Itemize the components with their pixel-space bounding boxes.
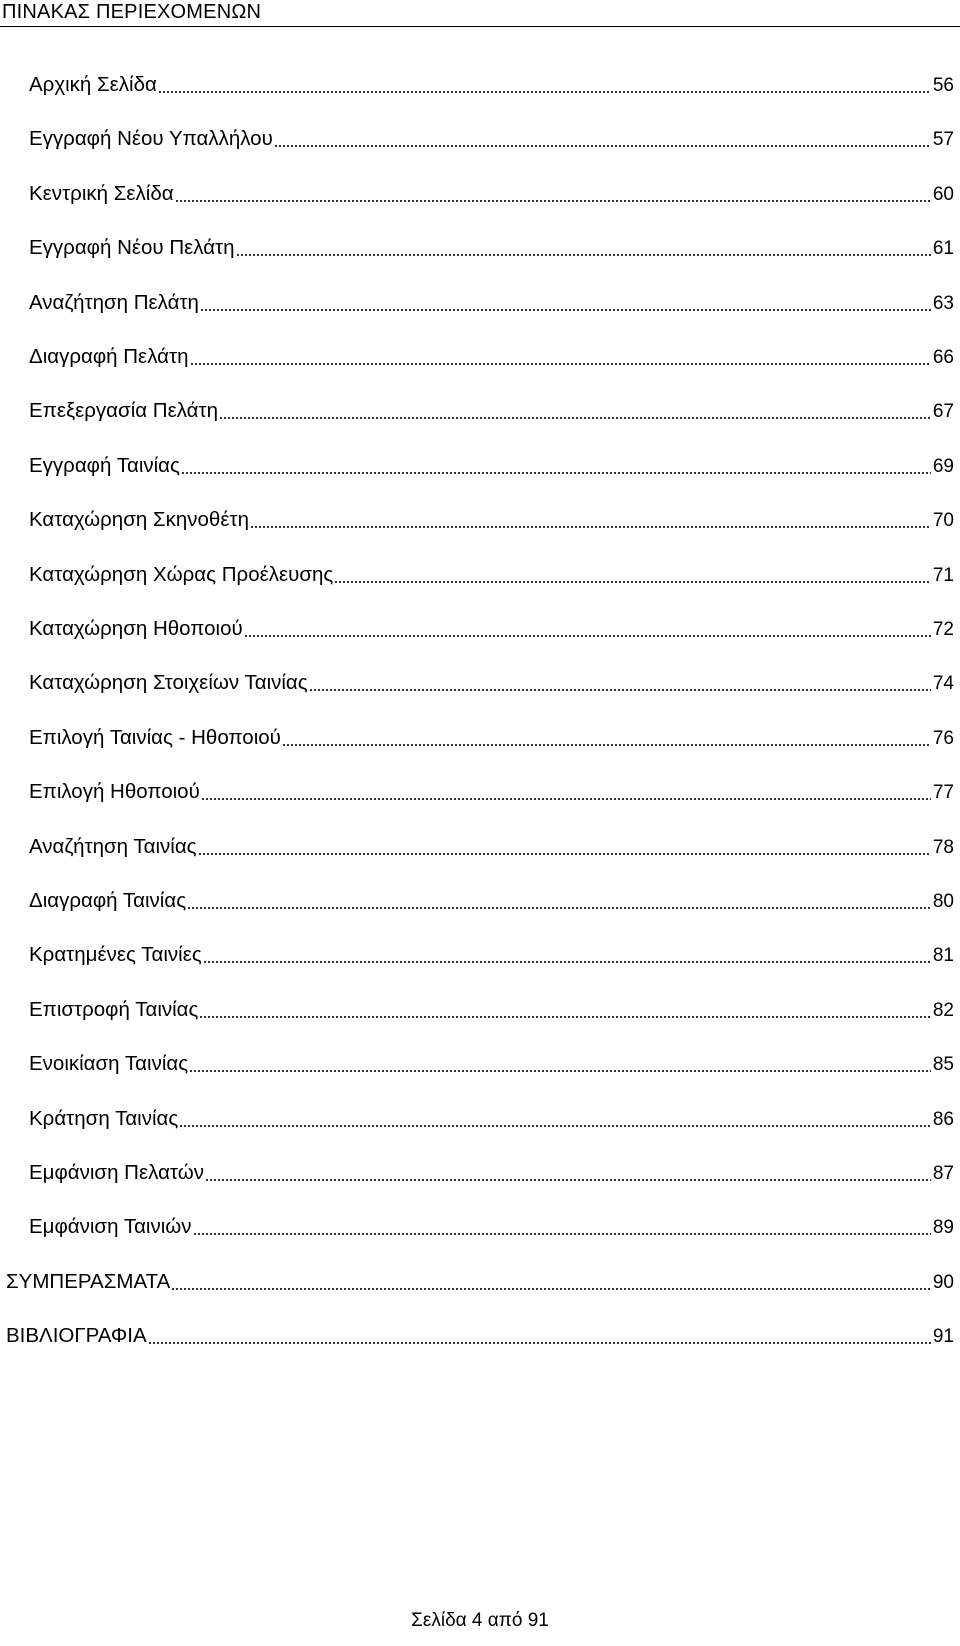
toc-dot-leader (282, 744, 931, 746)
toc-dot-leader (244, 635, 931, 637)
toc-entry[interactable] (29, 886, 954, 916)
toc-entry-page-number: 81 (932, 945, 954, 967)
toc-entry-page-number: 91 (932, 1326, 954, 1348)
toc-entry-page-number: 77 (932, 782, 954, 804)
toc-entry[interactable] (29, 668, 954, 698)
toc-dot-leader (334, 581, 931, 583)
toc-entry[interactable] (29, 179, 954, 209)
page-header (0, 0, 960, 27)
toc-entry[interactable] (29, 342, 954, 372)
toc-entry-label: Καταχώρηση Χώρας Προέλευσης (29, 562, 334, 586)
toc-entry[interactable] (29, 70, 954, 100)
toc-dot-leader (236, 254, 931, 256)
toc-entry-label: Καταχώρηση Ηθοποιού (29, 617, 243, 640)
toc-entry[interactable] (29, 1158, 954, 1188)
toc-entry-label: Επεξεργασία Πελάτη (29, 399, 219, 423)
toc-dot-leader (219, 417, 931, 419)
toc-entry-label: Εμφάνιση Πελατών (29, 1161, 204, 1184)
toc-entry[interactable] (29, 396, 954, 426)
toc-entry-label: Αναζήτηση Πελάτη (29, 290, 199, 314)
toc-dot-leader (190, 363, 931, 365)
toc-entry-label: Εμφάνιση Ταινιών (29, 1215, 192, 1239)
toc-entry-page-number: 90 (932, 1271, 954, 1293)
toc-entry[interactable] (29, 1104, 954, 1134)
toc-dot-leader (148, 1342, 931, 1344)
toc-entry-page-number: 69 (932, 455, 954, 477)
toc-dot-leader (171, 1288, 931, 1290)
toc-entry[interactable] (6, 1321, 954, 1351)
toc-entry-page-number: 66 (932, 347, 954, 368)
toc-entry[interactable] (29, 995, 954, 1025)
header-title: ΠΙΝΑΚΑΣ ΠΕΡΙΕΧΟΜΕΝΩΝ (2, 1, 262, 23)
toc-entry-label: Διαγραφή Πελάτη (29, 345, 189, 368)
toc-entry-label: Εγγραφή Νέου Υπαλλήλου (29, 127, 273, 151)
toc-entry-label: Επιστροφή Ταινίας (29, 997, 199, 1021)
toc-entry-label: Εγγραφή Ταινίας (29, 453, 180, 477)
toc-dot-leader (203, 961, 931, 963)
toc-entry[interactable] (29, 288, 954, 318)
toc-entry[interactable] (29, 832, 954, 862)
toc-entry[interactable] (29, 233, 954, 263)
toc-entry[interactable] (29, 777, 954, 807)
toc-dot-leader (158, 91, 931, 93)
toc-entry-page-number: 60 (932, 183, 954, 205)
toc-entry-page-number: 57 (932, 129, 954, 151)
toc-entry-label: Κεντρική Σελίδα (29, 181, 174, 205)
toc-entry-page-number: 80 (932, 891, 954, 912)
toc-entry-page-number: 78 (932, 836, 954, 858)
toc-entry[interactable] (29, 940, 954, 970)
toc-entry-label: Κράτηση Ταινίας (29, 1106, 179, 1130)
toc-dot-leader (274, 145, 931, 147)
toc-entry-page-number: 82 (932, 999, 954, 1021)
toc-entry-label: Επιλογή Ηθοποιού (29, 780, 200, 804)
toc-entry[interactable] (29, 614, 954, 644)
toc-entry-page-number: 56 (932, 75, 954, 96)
toc-entry-label: Αναζήτηση Ταινίας (29, 834, 197, 858)
toc-entry-label: Ενοικίαση Ταινίας (29, 1052, 189, 1076)
toc-entry-page-number: 61 (932, 238, 954, 260)
toc-entry-page-number: 76 (932, 727, 954, 749)
toc-entry-page-number: 89 (932, 1217, 954, 1239)
toc-dot-leader (187, 907, 931, 909)
toc-entry-page-number: 87 (932, 1163, 954, 1184)
toc-entry[interactable] (29, 1049, 954, 1079)
toc-entry-label: Επιλογή Ταινίας - Ηθοποιού (29, 725, 281, 749)
toc-entry-label: Καταχώρηση Σκηνοθέτη (29, 508, 249, 532)
toc-dot-leader (181, 472, 931, 474)
toc-entry-page-number: 86 (932, 1108, 954, 1130)
toc-entry[interactable] (6, 1267, 954, 1297)
toc-dot-leader (201, 798, 931, 800)
toc-entry[interactable] (29, 1212, 954, 1242)
toc-entry-page-number: 70 (932, 510, 954, 532)
toc-entry[interactable] (29, 560, 954, 590)
toc-entry-label: ΒΙΒΛΙΟΓΡΑΦΙΑ (6, 1324, 147, 1348)
toc-dot-leader (179, 1125, 931, 1127)
toc-entry[interactable] (29, 124, 954, 154)
toc-entry-page-number: 74 (932, 673, 954, 695)
toc-dot-leader (309, 689, 931, 691)
toc-dot-leader (199, 1016, 930, 1018)
toc-entry-label: Καταχώρηση Στοιχείων Ταινίας (29, 671, 308, 695)
toc-dot-leader (193, 1233, 931, 1235)
page-footer: Σελίδα 4 από 91 (411, 1610, 549, 1631)
toc-entry-label: ΣΥΜΠΕΡΑΣΜΑΤΑ (6, 1269, 171, 1293)
toc-entry-page-number: 72 (932, 619, 954, 640)
toc-dot-leader (198, 853, 931, 855)
toc-entry-label: Αρχική Σελίδα (29, 73, 157, 96)
toc-dot-leader (200, 309, 931, 311)
toc-dot-leader (175, 200, 931, 202)
toc-entry-label: Κρατημένες Ταινίες (29, 943, 202, 967)
toc-entry-page-number: 85 (932, 1054, 954, 1076)
toc-entry-page-number: 63 (932, 292, 954, 314)
toc-dot-leader (250, 526, 931, 528)
toc-entry[interactable] (29, 723, 954, 753)
toc-entry[interactable] (29, 451, 954, 481)
toc-entry-page-number: 67 (932, 401, 954, 423)
toc-entry-label: Εγγραφή Νέου Πελάτη (29, 236, 235, 260)
toc-dot-leader (189, 1070, 931, 1072)
toc-dot-leader (205, 1179, 931, 1181)
toc-entry-label: Διαγραφή Ταινίας (29, 889, 187, 912)
toc-entry-page-number: 71 (932, 564, 954, 586)
toc-entry[interactable] (29, 505, 954, 535)
